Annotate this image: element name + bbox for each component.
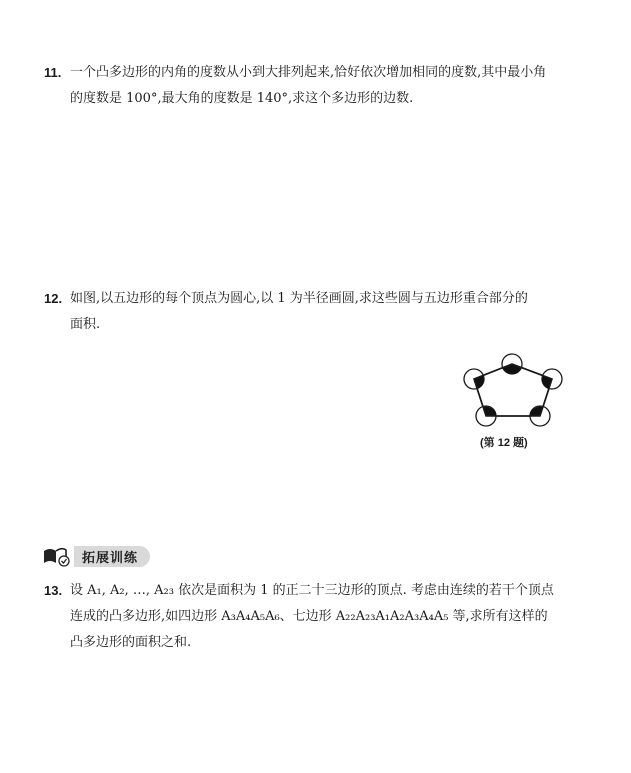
- problem-line: 如图,以五边形的每个顶点为圆心,以 1 为半径画圆,求这些圆与五边形重合部分的: [70, 291, 528, 306]
- problem-number: 11.: [44, 65, 62, 80]
- problem-line: 连成的凸多边形,如四边形 A₃A₄A₅A₆、七边形 A₂₂A₂₃A₁A₂A₃A₄A₅ 等,求所有这样的: [70, 609, 548, 624]
- problem-line: 面积.: [70, 317, 101, 332]
- problem-number: 13.: [44, 583, 63, 598]
- problem-number: 12.: [44, 291, 63, 306]
- problem-line: 设 A₁, A₂, …, A₂₃ 依次是面积为 1 的正二十三边形的顶点. 考虑由连续的若干个顶点: [70, 583, 554, 598]
- problem-line: 凸多边形的面积之和.: [70, 635, 192, 650]
- figure-caption: (第 12 题): [480, 437, 528, 449]
- problem-11: [44, 60, 584, 112]
- section-title: 拓展训练: [74, 546, 150, 567]
- section-banner: [42, 544, 150, 568]
- problem-line: 的度数是 100°,最大角的度数是 140°,求这个多边形的边数.: [70, 91, 414, 106]
- problem-12: [44, 286, 584, 338]
- problem-text: [70, 60, 584, 112]
- shaded-sectors: [474, 364, 552, 416]
- problem-line: 一个凸多边形的内角的度数从小到大排列起来,恰好依次增加相同的度数,其中最小角: [70, 65, 547, 80]
- book-check-icon: [42, 545, 72, 567]
- problem-13: [44, 578, 584, 656]
- problem-text: [70, 578, 584, 656]
- problem-text: [70, 286, 584, 338]
